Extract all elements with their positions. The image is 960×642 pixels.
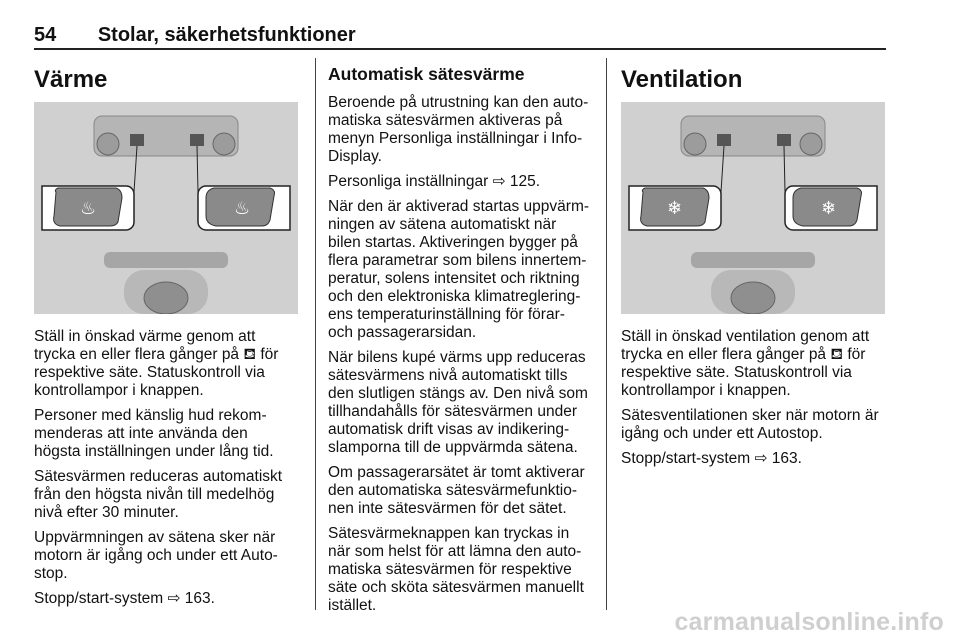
column-divider-2: [606, 58, 607, 610]
column-divider-1: [315, 58, 316, 610]
page-number: 54: [34, 24, 57, 46]
heating-paragraph-1: Ställ in önskad värme genom att trycka en eller flera gånger på ⛾ för respektive säte. Statuskontroll via kontrollampor i knappen.: [34, 328, 279, 399]
auto-heating-section: [328, 66, 603, 622]
page-header: [34, 24, 356, 47]
heating-paragraph-5: Stopp/start-system ⇨ 163.: [34, 590, 215, 607]
heating-paragraph-3: Sätesvärmen reduceras automatiskt från den högsta nivån till medelhög nivå efter 30 minuter.: [34, 468, 283, 521]
watermark: carmanualsonline.info: [674, 608, 944, 636]
ventilation-illustration: [621, 102, 885, 314]
auto-heating-paragraph-6: Sätesvärmeknappen kan tryckas in när som helst för att lämna den auto- matiska sätesvärmen för respektive säte och sköta sätesvärmen manuellt istället.: [328, 524, 584, 614]
auto-heating-paragraph-5: Om passagerarsätet är tomt aktiverar den automatiska sätesvärmefunktio- nen inte sätesvärmen för det sätet.: [328, 463, 585, 517]
header-rule: [34, 48, 886, 50]
ventilation-paragraph-3: Stopp/start-system ⇨ 163.: [621, 450, 802, 467]
svg-text:❄: ❄: [821, 198, 837, 219]
ventilation-paragraph-2: Sätesventilationen sker när motorn är igång och under ett Autostop.: [621, 407, 879, 442]
auto-heating-paragraph-3: När den är aktiverad startas uppvärm- ningen av sätena automatiskt när bilen startas. Aktiveringen bygger på flera parametrar som bilens innertem- peratur, solens intensitet och riktning och den elektroniska klimatreglering- ens temperaturinställning för förar- och passagerarsidan.: [328, 197, 590, 341]
heating-paragraph-4: Uppvärmningen av sätena sker när motorn är igång och under ett Auto- stop.: [34, 529, 278, 582]
auto-heating-paragraph-4: När bilens kupé värms upp reduceras sätesvärmens nivå automatiskt tills den slutligen stängs av. Den nivå som tillhandahålls för sätesvärmen under automatisk drift visas av indikering- slamporna till de uppvärmda sätena.: [328, 348, 588, 456]
ventilation-section: [621, 68, 891, 475]
ventilation-paragraph-1: Ställ in önskad ventilation genom att trycka en eller flera gånger på ⛾ för respektive säte. Statuskontroll via kontrollampor i knappen.: [621, 328, 870, 399]
auto-heating-heading: Automatisk sätesvärme: [328, 64, 525, 84]
heating-heading: Värme: [34, 66, 108, 93]
heating-illustration: [34, 102, 298, 314]
svg-text:♨: ♨: [80, 198, 97, 219]
heating-paragraph-2: Personer med känslig hud rekom- menderas att inte använda den högsta inställningen under lång tid.: [34, 407, 274, 460]
auto-heating-paragraph-2: Personliga inställningar ⇨ 125.: [328, 172, 541, 190]
svg-text:♨: ♨: [234, 198, 251, 219]
auto-heating-paragraph-1: Beroende på utrustning kan den auto- matiska sätesvärmen aktiveras på menyn Personliga inställningar i Info- Display.: [328, 93, 589, 165]
page-title: Stolar, säkerhetsfunktioner: [97, 24, 356, 46]
ventilation-heading: Ventilation: [621, 66, 743, 93]
svg-text:❄: ❄: [667, 198, 683, 219]
heating-section: [34, 68, 304, 615]
